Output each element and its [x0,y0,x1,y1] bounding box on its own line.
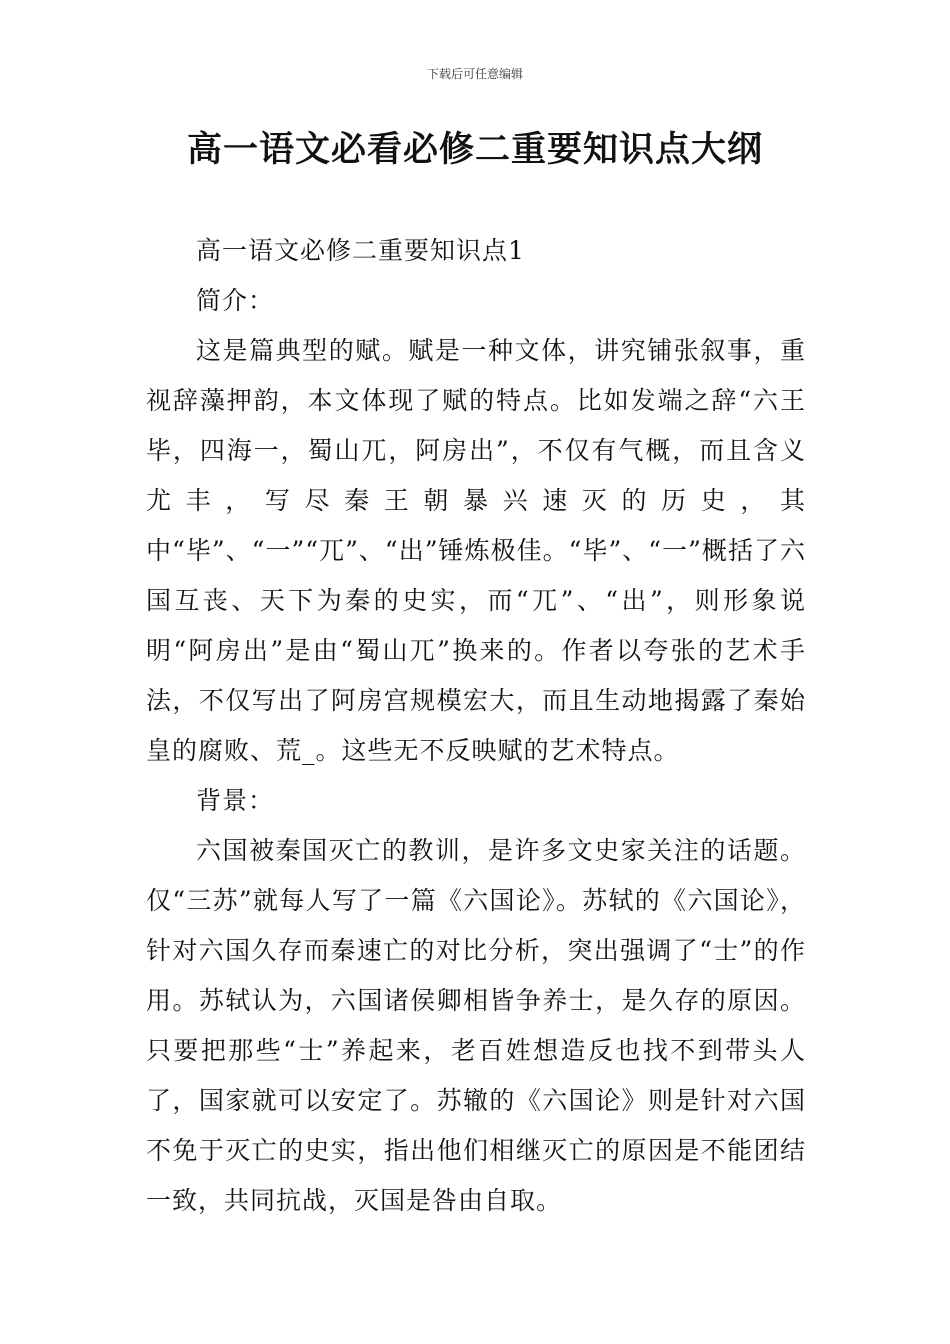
section-heading: 高一语文必修二重要知识点1 [196,236,525,265]
intro-paragraph: 这是篇典型的赋。赋是一种文体，讲究铺张叙事，重视辞藻押韵，本文体现了赋的特点。比如发端之辞“六王毕，四海一，蜀山兀，阿房出”，不仅有气概，而且含义尤丰，写尽秦王朝暴兴速灭的历史，其中“毕”、“一”“兀”、“出”锤炼极佳。“毕”、“一”概括了六国互丧、天下为秦的史实，而“兀”、“出”，则形象说明“阿房出”是由“蜀山兀”换来的。作者以夸张的艺术手法，不仅写出了阿房宫规模宏大，而且生动地揭露了秦始皇的腐败、荒_。这些无不反映赋的艺术特点。 [146,336,806,765]
document-body [146,226,806,1226]
background-paragraph: 六国被秦国灭亡的教训，是许多文史家关注的话题。仅“三苏”就每人写了一篇《六国论》。苏轼的《六国论》，针对六国久存而秦速亡的对比分析，突出强调了“士”的作用。苏轼认为，六国诸侯卿相皆争养士，是久存的原因。只要把那些“士”养起来，老百姓想造反也找不到带头人了，国家就可以安定了。苏辙的《六国论》则是针对六国不免于灭亡的史实，指出他们相继灭亡的原因是不能团结一致，共同抗战，灭国是咎由自取。 [146,836,806,1215]
background-label: 背景： [196,786,275,815]
document-title: 高一语文必看必修二重要知识点大纲 [186,130,763,170]
intro-label: 简介： [196,286,275,315]
header-note: 下载后可任意编辑 [426,67,523,81]
